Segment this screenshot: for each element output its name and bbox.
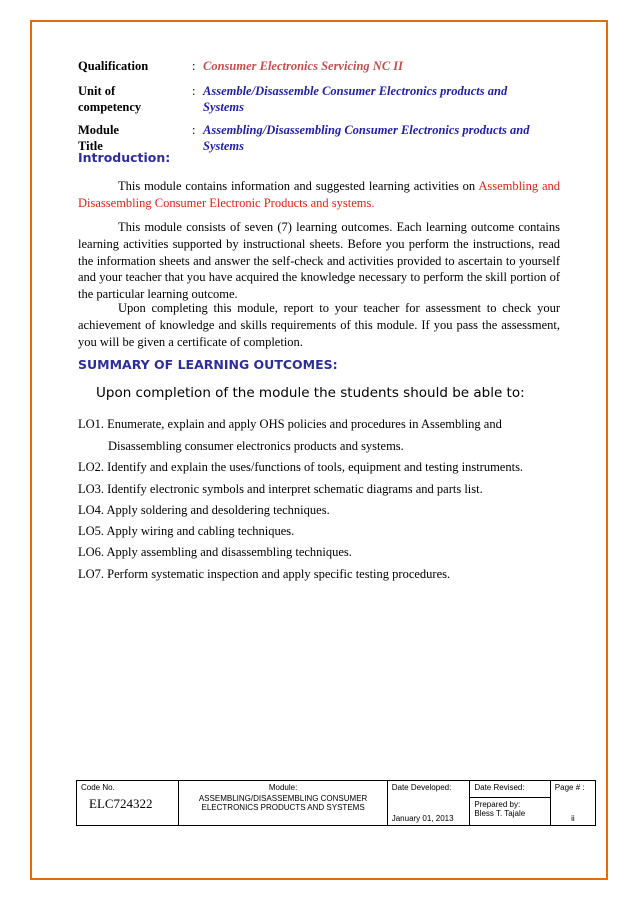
footer-revised-label: Date Revised:: [474, 783, 525, 792]
outcome-lo4: LO4. Apply soldering and desoldering techniques.: [78, 503, 330, 517]
intro-paragraph-3: [78, 300, 560, 350]
outcome-lo3: LO3. Identify electronic symbols and interpret schematic diagrams and parts list.: [78, 482, 483, 496]
introduction-heading: Introduction:: [78, 150, 171, 165]
footer-code-value: ELC724322: [89, 796, 153, 811]
unit-colon: :: [192, 84, 196, 98]
intro-paragraph-1-text: This module contains information and suggested learning activities on: [118, 179, 476, 193]
intro-paragraph-1: [78, 178, 560, 212]
footer-page-label: Page # :: [554, 783, 585, 792]
intro-highlight: Assembling and Disassembling Consumer Electronic Products and systems.: [78, 179, 560, 210]
footer-table: [76, 780, 596, 826]
module-value: Assembling/Disassembling Consumer Electronics products and Systems: [203, 123, 530, 153]
summary-heading: SUMMARY OF LEARNING OUTCOMES:: [78, 357, 338, 372]
outcome-lo2: LO2. Identify and explain the uses/functions of tools, equipment and testing instruments.: [78, 460, 524, 474]
qualification-label: Qualification: [78, 59, 149, 73]
footer-code-label: Code No.: [81, 783, 115, 792]
footer-prepared-value: Bless T. Tajale: [474, 809, 526, 819]
footer-prepared-label: Prepared by:: [474, 800, 521, 810]
footer-developed-cell: [387, 781, 470, 826]
intro-paragraph-2: [78, 219, 560, 303]
footer-prepared-cell: [470, 798, 550, 826]
footer-page-value: ii: [571, 814, 575, 823]
intro-paragraph-3-text: Upon completing this module, report to your teacher for assessment to check your achievement of knowledge and skills requirements of this module. If you pass the assessment, you will be given a certificate of completion.: [78, 301, 560, 349]
footer-module-label: Module:: [268, 783, 298, 792]
module-colon: :: [192, 123, 196, 137]
footer-developed-value: January 01, 2013: [391, 814, 454, 823]
footer-developed-label: Date Developed:: [391, 783, 452, 792]
footer-module-cell: [179, 781, 387, 826]
outcome-lo1-continued: Disassembling consumer electronics products and systems.: [108, 439, 404, 453]
qualification-value: Consumer Electronics Servicing NC II: [203, 59, 404, 73]
outcome-lo5: LO5. Apply wiring and cabling techniques.: [78, 524, 295, 538]
footer-module-value: ASSEMBLING/DISASSEMBLING CONSUMER ELECTRONICS PRODUCTS AND SYSTEMS: [198, 794, 368, 812]
footer-code-cell: [77, 781, 179, 826]
outcome-lo7: LO7. Perform systematic inspection and apply specific testing procedures.: [78, 567, 451, 581]
unit-label: Unit of competency: [78, 84, 142, 114]
unit-value: Assemble/Disassemble Consumer Electronics products and Systems: [203, 84, 508, 114]
outcome-lo1: LO1. Enumerate, explain and apply OHS policies and procedures in Assembling and: [78, 417, 502, 431]
qualification-colon: :: [192, 59, 196, 73]
footer-page-cell: [550, 781, 595, 826]
summary-lead: Upon completion of the module the students should be able to:: [96, 385, 525, 401]
footer-revised-cell: [470, 781, 550, 798]
outcome-lo6: LO6. Apply assembling and disassembling techniques.: [78, 545, 352, 559]
intro-paragraph-2-text: This module consists of seven (7) learning outcomes. Each learning outcome contains learning activities supported by instructional sheets. Before you perform the instructions, read the information sheets and answer the self-check and activities provided to ascertain to yourself and your teacher that you have acquired the knowledge necessary to perform the skill portion of the particular learning outcome.: [78, 220, 560, 302]
module-label: Module Title: [78, 123, 119, 153]
